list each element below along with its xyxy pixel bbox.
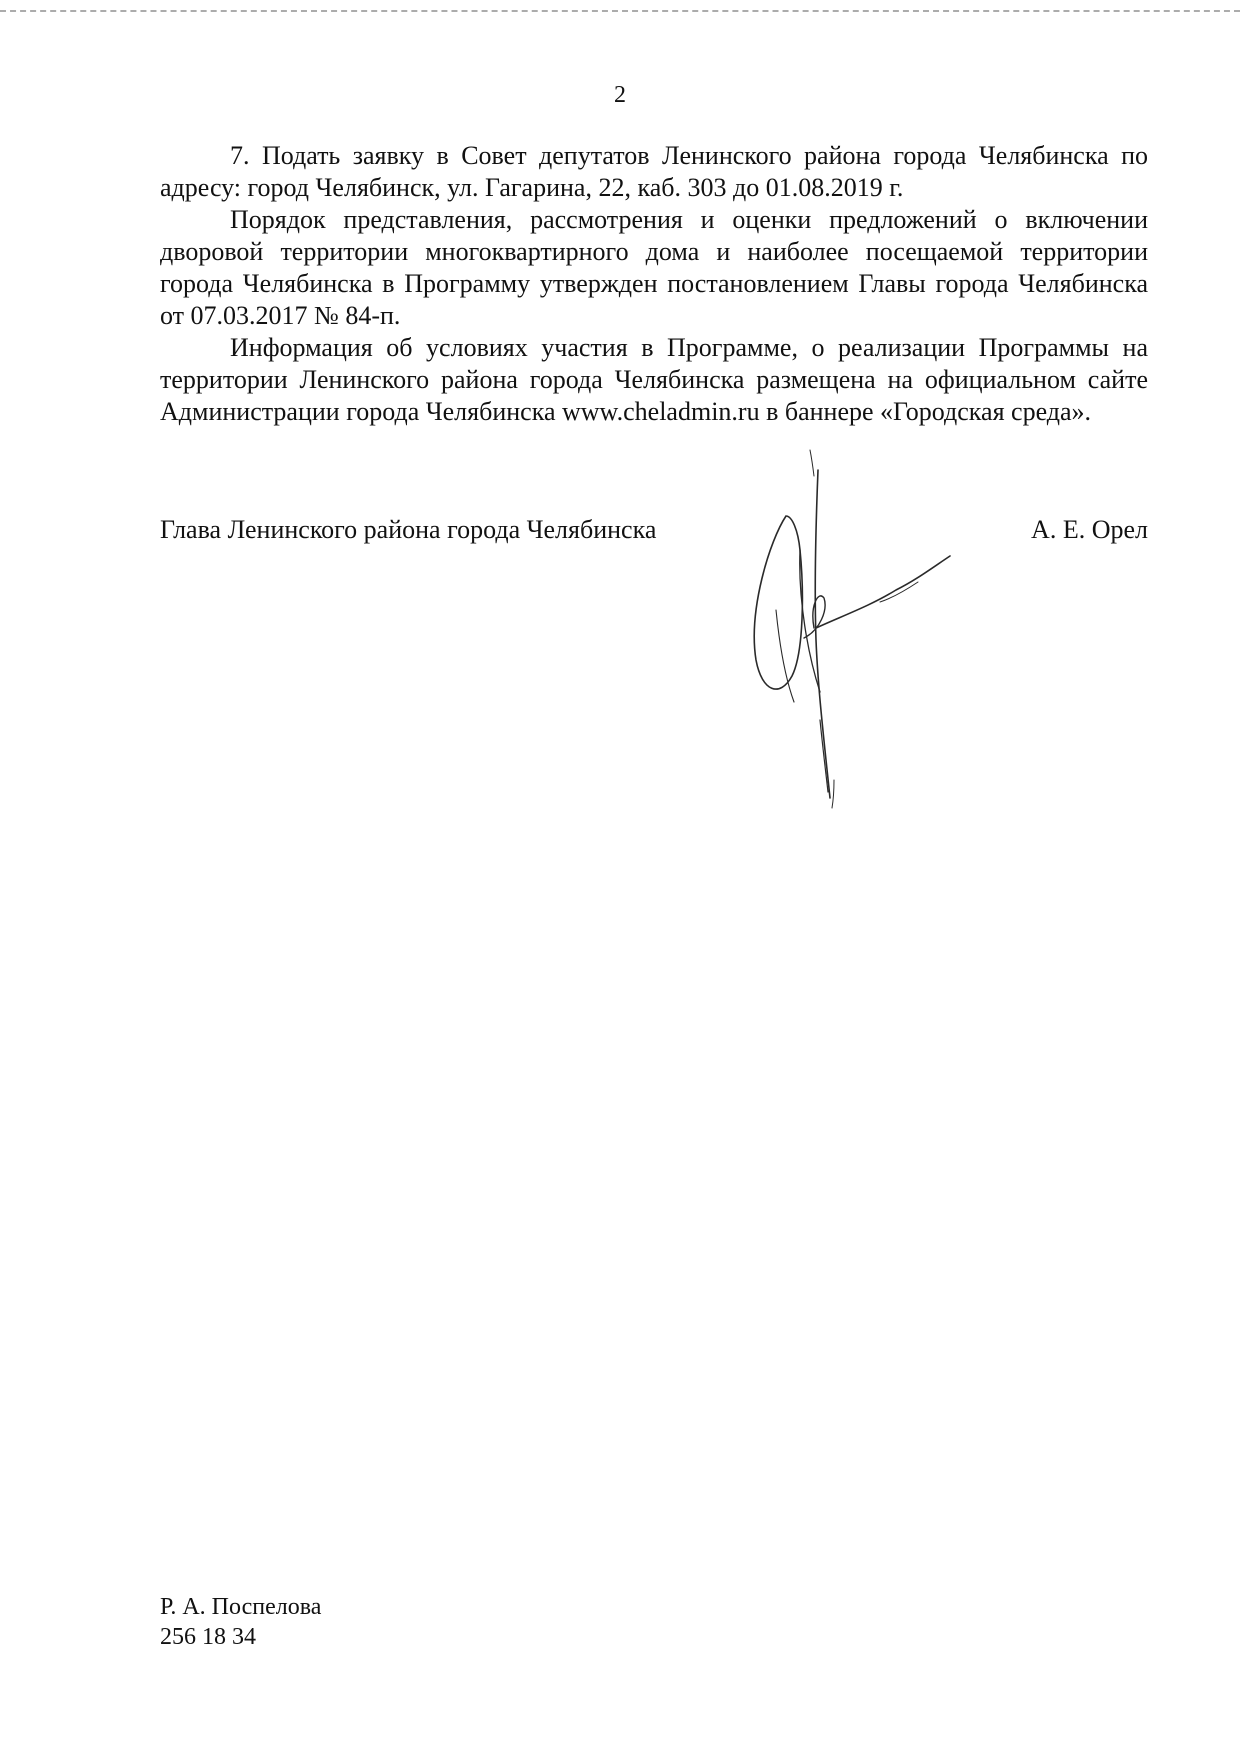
scan-edge-line [0, 10, 1240, 12]
paragraph-item-7: 7. Подать заявку в Совет депутатов Ленинского района города Челябинска по адресу: город Челябинск, ул. Гагарина, 22, каб. 303 до 01.08.2019 г. [160, 141, 1148, 202]
executor-name: Р. А. Поспелова [160, 1594, 322, 1620]
page-number: 2 [614, 82, 626, 108]
executor-info [160, 1592, 321, 1652]
signatory-name: А. Е. Орел [1031, 515, 1148, 544]
signature-row [160, 514, 1148, 546]
document-body [160, 140, 1148, 428]
executor-phone: 256 18 34 [160, 1624, 256, 1650]
paragraph-information: Информация об условиях участия в Программе, о реализации Программы на территории Ленинского района города Челябинска размещена на официальном сайте Администрации города Челябинска www.cheladmin.ru в баннере «Городская среда». [160, 333, 1148, 426]
signatory-position: Глава Ленинского района города Челябинска [160, 515, 657, 544]
handwritten-signature [720, 430, 960, 810]
paragraph-procedure: Порядок представления, рассмотрения и оценки предложений о включении дворовой территории многоквартирного дома и наиболее посещаемой территории города Челябинска в Программу утвержден постановлением Главы города Челябинска от 07.03.2017 № 84-п. [160, 205, 1148, 330]
